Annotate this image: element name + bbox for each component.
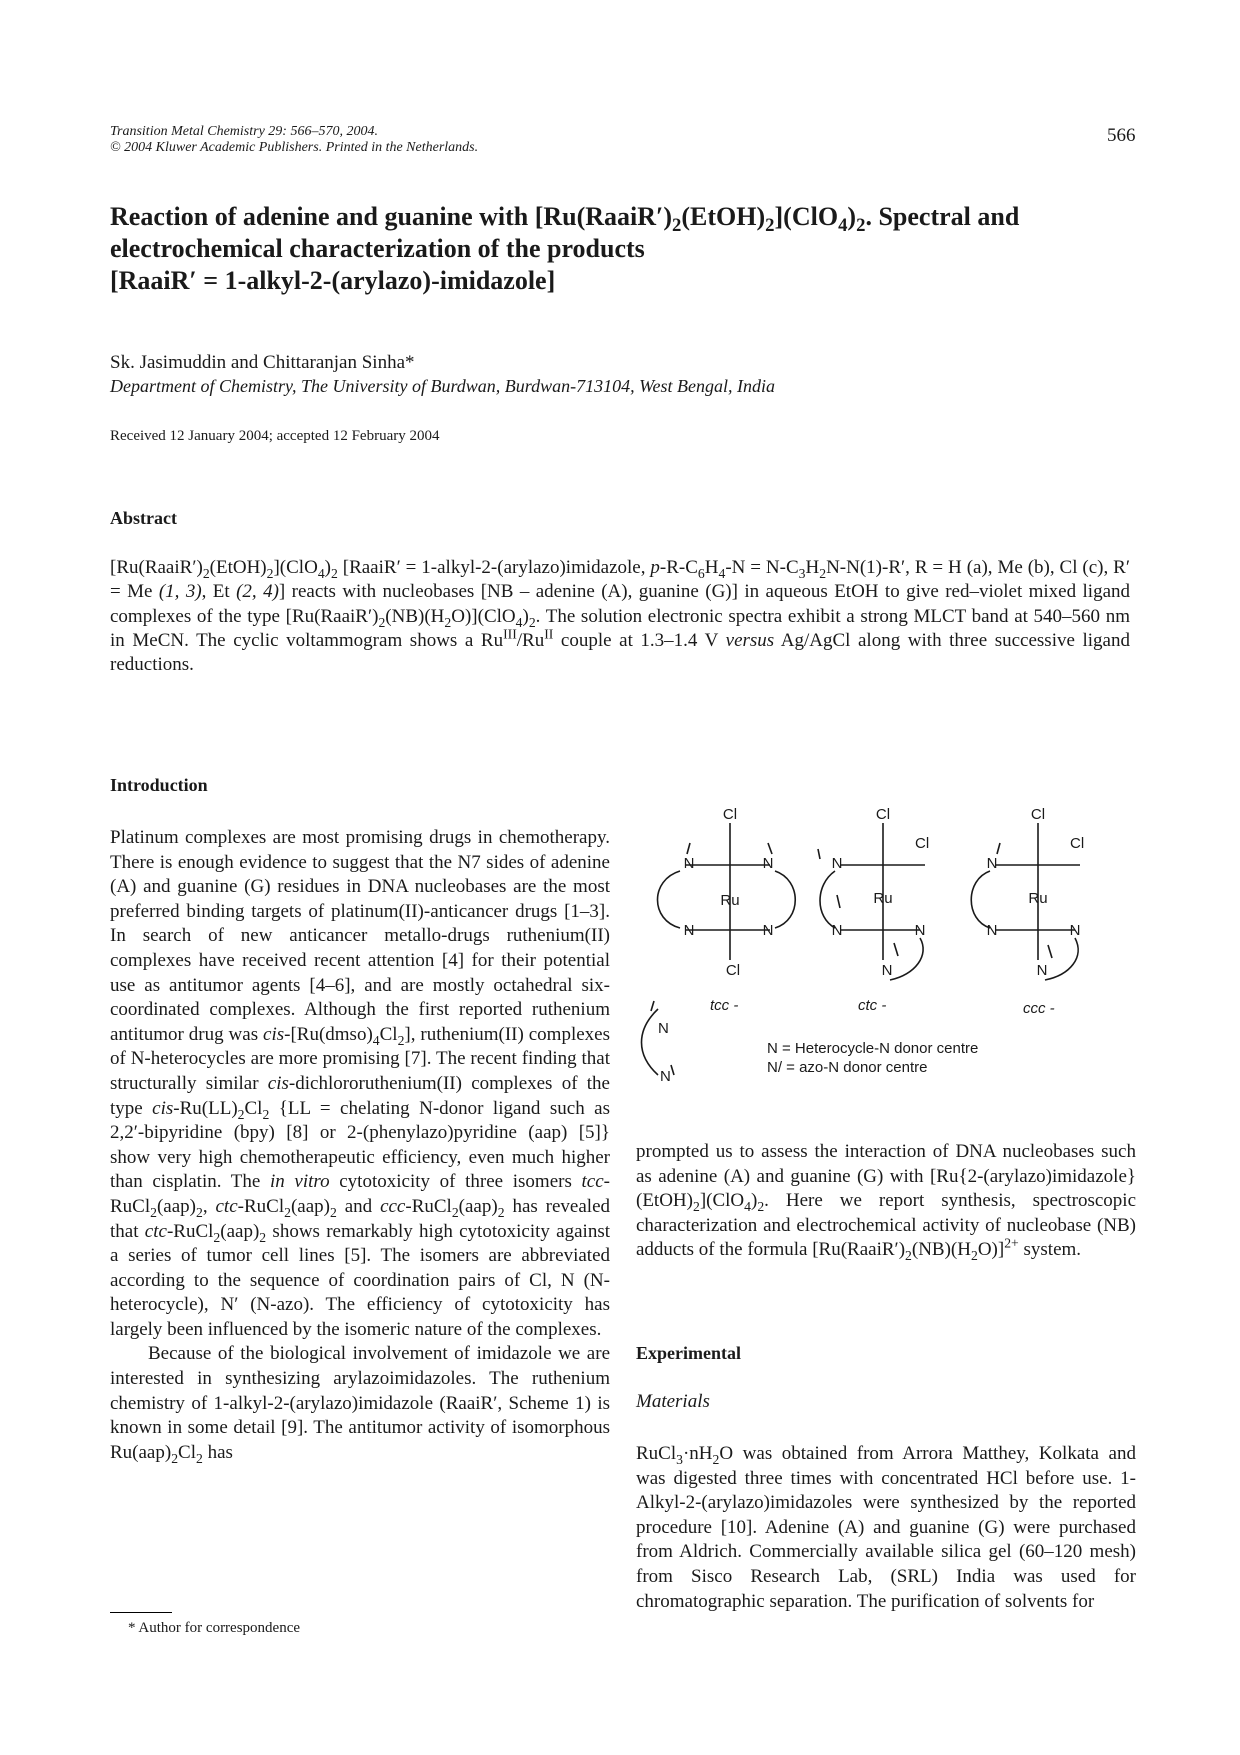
scheme-cl-label: Cl — [1030, 806, 1046, 823]
scheme-n-prime-label: N — [762, 855, 774, 872]
scheme-cl-label: Cl — [722, 806, 738, 823]
legend-n-prime-definition: N/ = azo-N donor centre — [767, 1059, 928, 1076]
copyright-line: © 2004 Kluwer Academic Publishers. Printed in the Netherlands. — [110, 140, 479, 155]
introduction-heading: Introduction — [110, 775, 208, 795]
page-number: 566 — [1107, 125, 1136, 146]
scheme-n-prime-label: N — [881, 962, 893, 979]
introduction-paragraph-3: prompted us to assess the interaction of DNA nucleobases such as adenine (A) and guanine (G) with $[Ru\{2-(arylazo)imidazole\}(EtOH)_2](ClO_4)_2$. Here we report synthesis, spectroscopic characterization and electrochemical activity of nucleobase (NB) adducts of the formula $[Ru(RaaiR')_2(NB)(H_2O)]^{2+}$ system. — [636, 1141, 1136, 1264]
abstract-heading: Abstract — [110, 508, 177, 528]
footnote-rule — [110, 1612, 172, 1613]
scheme-n-label: N — [1069, 922, 1081, 939]
materials-body — [636, 1442, 1136, 1614]
article-title: Reaction of adenine and guanine with $[Ru(RaaiR')_2(EtOH)_2](ClO_4)_2$. Spectral and electrochemical characterization of the products [RaaiR′ = 1-alkyl-2-(arylazo)-imidazole] — [110, 202, 1020, 295]
introduction-paragraph-1: Platinum complexes are most promising drugs in chemotherapy. There is enough evidence to suggest that the N7 sides of adenine (A) and guanine (G) residues in DNA nucleobases are the most preferred binding targets of platinum(II)-anticancer drugs [1–3]. In search of new anticancer metallo-drugs ruthenium(II) complexes have received recent attention [4] for their potential use as antitumor agents [4–6], and are mostly octahedral six-coordinated complexes. Although the first reported ruthenium antitumor drug was cis-$[Ru(dmso)_4Cl_2]$, ruthenium(II) complexes of N-heterocycles are more promising [7]. The recent finding that structurally similar cis-dichlororuthenium(II) complexes of the type cis-$Ru(LL)_2Cl_2$ {LL = chelating N-donor ligand such as 2,2′-bipyridine (bpy) [8] or 2-(phenylazo)pyridine (aap) [5]} show very high chemotherapeutic efficiency, even much higher than cisplatin. The in vitro cytotoxicity of three isomers tcc-$RuCl_2(aap)_2$, ctc-$RuCl_2(aap)_2$ and ccc-$RuCl_2(aap)_2$ has revealed that ctc-$RuCl_2(aap)_2$ shows remarkably high cytotoxicity against a series of tumor cell lines [5]. The isomers are abbreviated according to the sequence of coordination pairs of Cl, N (N-heterocycle), N′ (N-azo). The efficiency of cytotoxicity has largely been influenced by the isomeric nature of the complexes. — [110, 827, 611, 1340]
scheme-n-prime-label: N — [683, 855, 695, 872]
materials-subheading: Materials — [636, 1391, 710, 1412]
scheme-cl-label: Cl — [1070, 835, 1085, 852]
scheme-n-label: N — [914, 922, 926, 939]
scheme-n-label: N — [762, 922, 774, 939]
scheme-cl-label: Cl — [915, 835, 930, 852]
scheme-ru-label: Ru — [720, 892, 740, 909]
abstract-text: $[Ru(RaaiR')_2(EtOH)_2](ClO_4)_2$ [RaaiR′ = 1-alkyl-2-(arylazo)imidazole, $p-R-C_6H_4-N = N-C_3H_2N-N(1)-R'$, R = H (a), Me (b), Cl (c), R′ = Me (1, 3), Et (2, 4)] reacts with nucleobases [NB – adenine (A), guanine (G)] in aqueous EtOH to give red–violet mixed ligand complexes of the type $[Ru(RaaiR')_2(NB)(H_2O)](ClO_4)_2$. The solution electronic spectra exhibit a strong MLCT band at 540–560 nm in MeCN. The cyclic voltammogram shows a $Ru^{III}/Ru^{II}$ couple at 1.3–1.4 V versus Ag/AgCl along with three successive ligand reductions. — [110, 557, 1131, 676]
scheme-n-prime-label: N — [986, 855, 998, 872]
authors: Sk. Jasimuddin and Chittaranjan Sinha* — [110, 352, 415, 373]
scheme-n-label: N — [683, 922, 695, 939]
affiliation: Department of Chemistry, The University of Burdwan, Burdwan-713104, West Bengal, India — [110, 376, 775, 396]
experimental-heading: Experimental — [636, 1343, 741, 1363]
isomer-label-tcc: tcc - — [710, 997, 739, 1014]
introduction-body — [110, 826, 610, 1465]
footnote: * Author for correspondence — [128, 1620, 301, 1636]
scheme-ru-label: Ru — [873, 890, 893, 907]
materials-paragraph: $RuCl_3\cdot nH_2O$ was obtained from Arrora Matthey, Kolkata and was digested three times with concentrated HCl before use. 1-Alkyl-2-(arylazo)imidazoles were synthesized by the reported procedure [10]. Adenine (A) and guanine (G) were purchased from Aldrich. Commercially available silica gel (60–120 mesh) from Sisco Research Lab, (SRL) India was used for chromatographic separation. The purification of solvents for — [636, 1443, 1136, 1612]
received-dates: Received 12 January 2004; accepted 12 February 2004 — [110, 428, 440, 444]
scheme-cl-label: Cl — [725, 962, 741, 979]
introduction-continued — [636, 1140, 1136, 1263]
scheme-n-prime-label: N — [1036, 962, 1048, 979]
legend-n-symbol: N — [658, 1020, 669, 1037]
scheme-n-prime-label: N — [831, 922, 843, 939]
isomer-label-ccc: ccc - — [1023, 1000, 1055, 1017]
legend-n-prime-symbol: N — [660, 1068, 671, 1085]
scheme-ru-label: Ru — [1028, 890, 1048, 907]
scheme-isomer-structures — [640, 805, 1090, 1145]
introduction-paragraph-2: Because of the biological involvement of imidazole we are interested in synthesizing arylazoimidazoles. The ruthenium chemistry of 1-alkyl-2-(arylazo)imidazole (RaaiR′, Scheme 1) is known in some detail [9]. The antitumor activity of isomorphous $Ru(aap)_2Cl_2$ has — [110, 1343, 610, 1466]
scheme-cl-label: Cl — [875, 806, 891, 823]
scheme-n-label: N — [986, 922, 998, 939]
legend-n-definition: N = Heterocycle-N donor centre — [767, 1040, 979, 1057]
isomer-label-ctc: ctc - — [858, 997, 887, 1014]
journal-citation: Transition Metal Chemistry 29: 566–570, 2004. — [110, 124, 378, 139]
scheme-n-label: N — [831, 855, 843, 872]
